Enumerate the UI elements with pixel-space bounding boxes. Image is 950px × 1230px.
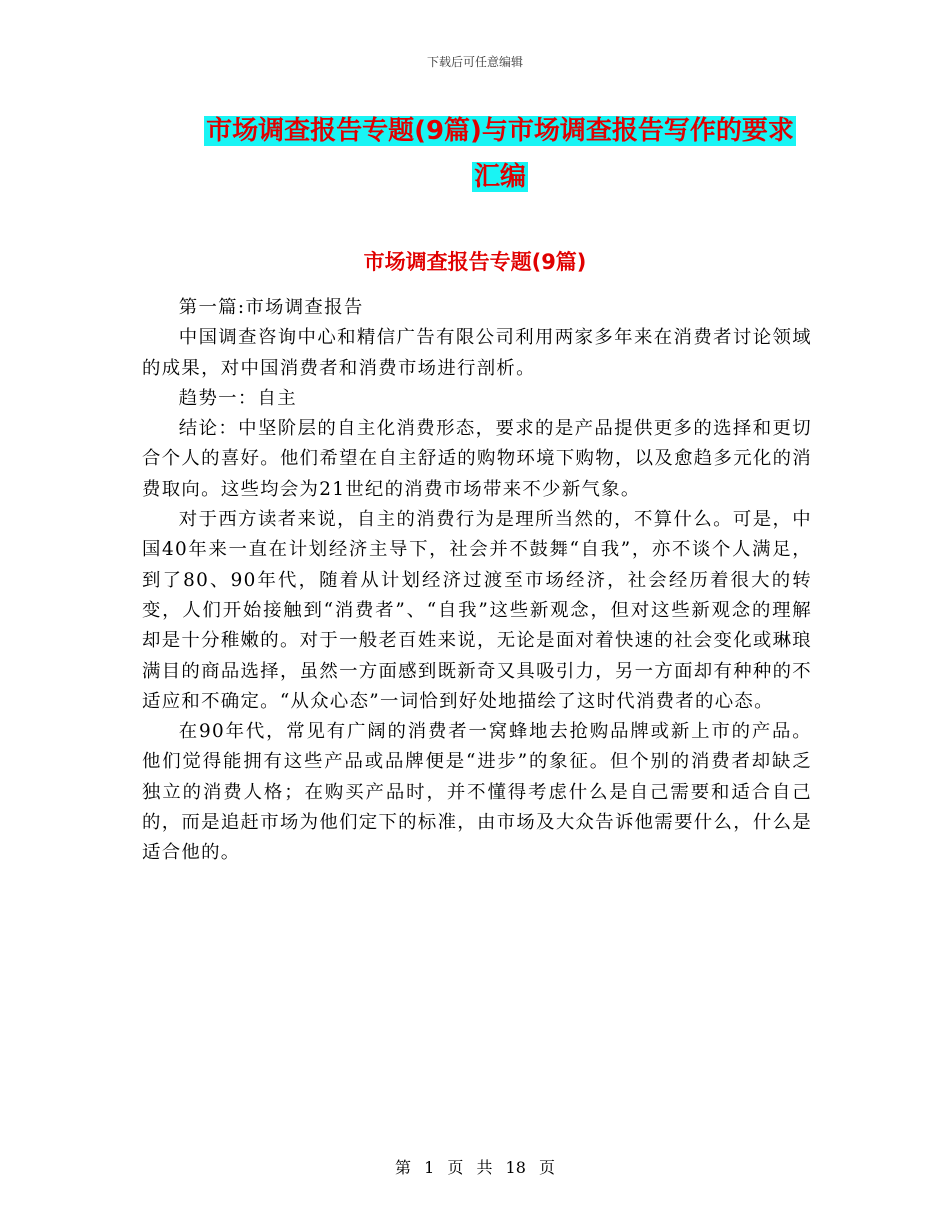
header-note: 下载后可任意编辑 xyxy=(426,55,523,69)
main-title-line2: 汇编 xyxy=(473,162,526,192)
main-title-line1: 市场调查报告专题(9篇)与市场调查报告写作的要求 xyxy=(206,116,794,146)
section-title: 市场调查报告专题(9篇) xyxy=(363,250,587,274)
main-title xyxy=(150,108,850,200)
page-footer: 第 1 页 共 18 页 xyxy=(395,1158,555,1177)
paragraph: 在90年代，常见有广阔的消费者一窝蜂地去抢购品牌或新上市的产品。他们觉得能拥有这些产品或品牌便是“进步”的象征。但个别的消费者却缺乏独立的消费人格；在购买产品时，并不懂得考虑什么是自己需要和适合自己的，而是追赶市场为他们定下的标准，由市场及大众告诉他需要什么，什么是适合他的。 xyxy=(142,721,812,864)
document-body xyxy=(142,293,812,869)
paragraph: 中国调查咨询中心和精信广告有限公司利用两家多年来在消费者讨论领域的成果，对中国消费者和消费市场进行剖析。 xyxy=(142,327,812,379)
paragraph: 趋势一：自主 xyxy=(178,387,297,409)
paragraph: 第一篇:市场调查报告 xyxy=(178,297,364,318)
paragraph: 结论：中坚阶层的自主化消费形态，要求的是产品提供更多的选择和更切合个人的喜好。他们希望在自主舒适的购物环境下购物，以及愈趋多元化的消费取向。这些均会为21世纪的消费市场带来不少新气象。 xyxy=(142,418,812,500)
paragraph: 对于西方读者来说，自主的消费行为是理所当然的，不算什么。可是，中国40年来一直在计划经济主导下，社会并不鼓舞“自我”，亦不谈个人满足，到了80、90年代，随着从计划经济过渡至市场经济，社会经历着很大的转变，人们开始接触到“消费者”、“自我”这些新观念，但对这些新观念的理解却是十分稚嫩的。对于一般老百姓来说，无论是面对着快速的社会变化或琳琅满目的商品选择，虽然一方面感到既新奇又具吸引力，另一方面却有种种的不适应和不确定。“从众心态”一词恰到好处地描绘了这时代消费者的心态。 xyxy=(142,509,812,712)
